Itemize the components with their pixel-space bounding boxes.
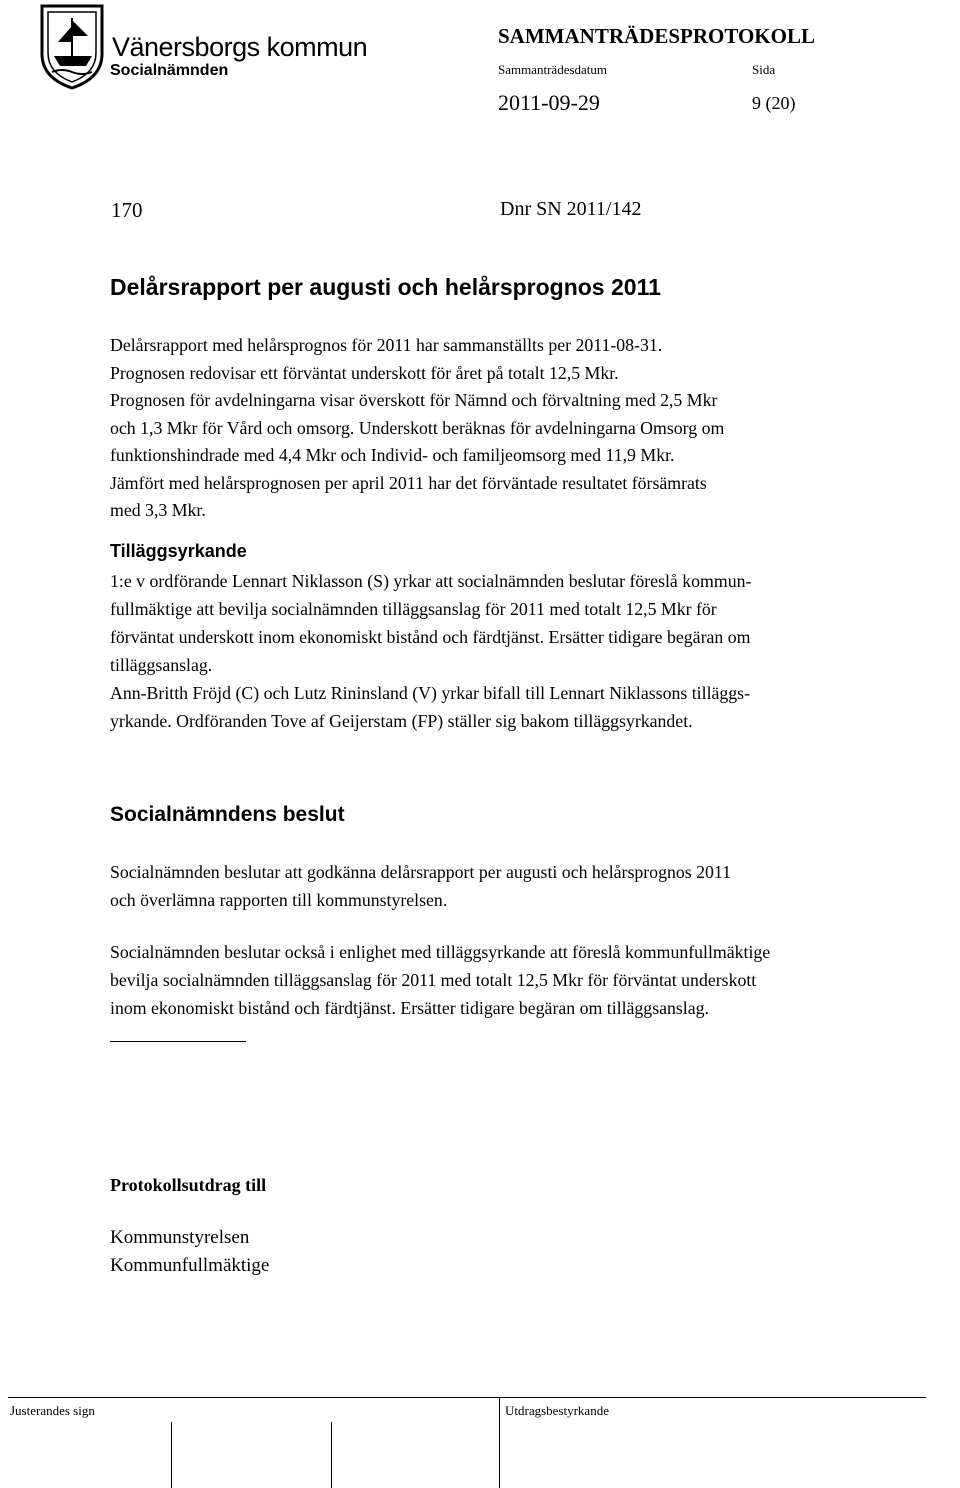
text-line: och 1,3 Mkr för Vård och omsorg. Underskott beräknas för avdelningarna Omsorg om: [110, 417, 725, 438]
signature-box-divider: [331, 1422, 332, 1488]
text-line: inom ekonomiskt bistånd och färdtjänst. Ersätter tidigare begäran om tilläggsanslag.: [110, 998, 709, 1018]
text-line: med 3,3 Mkr.: [110, 500, 206, 520]
text-line: funktionshindrade med 4,4 Mkr och Individ- och familjeomsorg med 11,9 Mkr.: [110, 445, 675, 465]
meeting-date-label: Sammanträdesdatum: [498, 62, 608, 77]
document-title: Delårsrapport per augusti och helårsprognos 2011: [110, 274, 661, 300]
organization-unit: Socialnämnden: [110, 62, 229, 79]
decision-heading: Socialnämndens beslut: [110, 803, 345, 826]
page-label: Sida: [752, 62, 776, 77]
text-line: och överlämna rapporten till kommunstyrelsen.: [110, 890, 448, 910]
text-line: förväntat underskott inom ekonomiskt bistånd och färdtjänst. Ersätter tidigare begäran om: [110, 627, 751, 647]
organization-name: Vänersborgs kommun: [112, 32, 368, 62]
section-divider: [110, 1041, 246, 1042]
signature-box-divider: [499, 1397, 500, 1488]
text-line: Jämfört med helårsprognosen per april 2011 har det förväntade resultatet försämrats: [110, 472, 707, 493]
signature-label: Justerandes sign: [10, 1403, 95, 1418]
municipality-crest-icon: [36, 2, 108, 90]
text-line: Socialnämnden beslutar också i enlighet med tilläggsyrkande att föreslå kommunfullmäktige: [110, 942, 771, 962]
text-line: Ann-Britth Fröjd (C) och Lutz Rininsland (V) yrkar bifall till Lennart Niklassons tilläggs-: [110, 683, 751, 703]
decision-paragraph-2: [110, 938, 770, 1022]
extract-heading: Protokollsutdrag till: [110, 1175, 267, 1195]
text-line: Prognosen redovisar ett förväntat underskott för året på totalt 12,5 Mkr.: [110, 362, 619, 383]
decision-paragraph-1: [110, 858, 731, 914]
tillaggsyrkande-paragraph: [110, 567, 751, 735]
text-line: tilläggsanslag.: [110, 655, 213, 675]
paragraph-number: 170: [111, 198, 143, 222]
list-item: Kommunstyrelsen: [110, 1227, 250, 1248]
text-line: Prognosen för avdelningarna visar överskott för Nämnd och förvaltning med 2,5 Mkr: [110, 390, 718, 410]
tillaggsyrkande-heading: Tilläggsyrkande: [110, 541, 247, 561]
intro-paragraph: [110, 332, 724, 525]
footer-divider: [8, 1397, 926, 1398]
text-line: fullmäktige att bevilja socialnämnden tilläggsanslag för 2011 med totalt 12,5 Mkr för: [110, 599, 717, 619]
diary-number: Dnr SN 2011/142: [500, 198, 642, 220]
recipient-list: [110, 1224, 269, 1280]
meeting-date: 2011-09-29: [498, 90, 600, 115]
text-line: Delårsrapport med helårsprognos för 2011 har sammanställts per 2011-08-31.: [110, 335, 663, 355]
extract-certification-label: Utdragsbestyrkande: [505, 1403, 609, 1418]
text-line: yrkande. Ordföranden Tove af Geijerstam (FP) ställer sig bakom tilläggsyrkandet.: [110, 711, 693, 731]
list-item: Kommunfullmäktige: [110, 1255, 270, 1276]
document-type: SAMMANTRÄDESPROTOKOLL: [498, 24, 815, 48]
text-line: Socialnämnden beslutar att godkänna delårsrapport per augusti och helårsprognos 2011: [110, 862, 732, 882]
text-line: bevilja socialnämnden tilläggsanslag för 2011 med totalt 12,5 Mkr för förväntat underskott: [110, 970, 757, 990]
page-number: 9 (20): [752, 93, 796, 113]
text-line: 1:e v ordförande Lennart Niklasson (S) yrkar att socialnämnden beslutar föreslå kommun-: [110, 571, 752, 591]
signature-box-divider: [171, 1422, 172, 1488]
